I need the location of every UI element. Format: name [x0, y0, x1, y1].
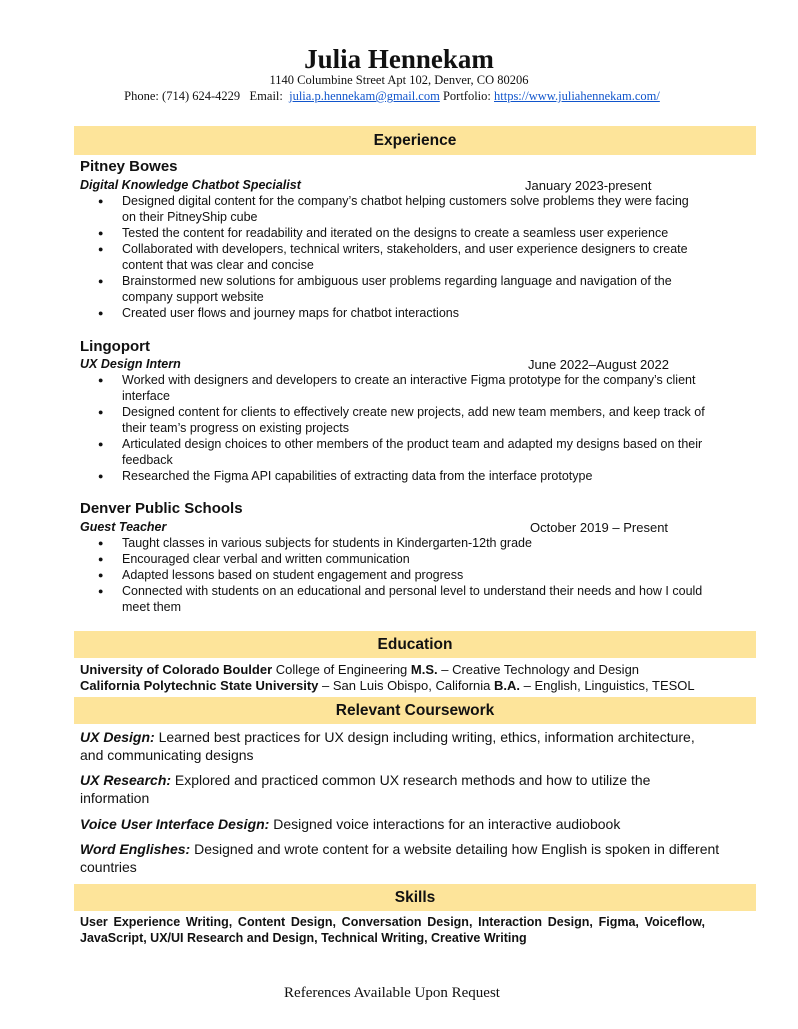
- education-entry: [80, 662, 639, 678]
- resume-name: Julia Hennekam: [304, 44, 494, 74]
- education-heading: Education: [74, 631, 756, 658]
- portfolio-link[interactable]: https://www.juliahennekam.com/: [494, 89, 660, 103]
- degree-field: – Creative Technology and Design: [437, 662, 640, 677]
- list-item: ● Taught classes in various subjects for students in Kindergarten-12th grade: [96, 535, 706, 551]
- list-item: ● Adapted lessons based on student engagement and progress: [96, 567, 706, 583]
- list-item: ● Connected with students on an educational and personal level to understand their needs and how I could meet them: [96, 583, 706, 615]
- dates-lingoport: June 2022–August 2022: [528, 357, 669, 372]
- role-pitney-bowes: Digital Knowledge Chatbot Specialist: [80, 178, 301, 192]
- degree-field: – English, Linguistics, TESOL: [520, 678, 695, 693]
- coursework-item: [80, 771, 720, 807]
- experience-heading: Experience: [74, 126, 756, 155]
- bullets-lingoport: [96, 372, 706, 484]
- phone-label: Phone:: [124, 89, 159, 103]
- course-title: Voice User Interface Design:: [80, 816, 270, 832]
- company-pitney-bowes: Pitney Bowes: [80, 158, 178, 175]
- school-detail: – San Luis Obispo, California: [318, 678, 495, 693]
- list-item: ● Worked with designers and developers to create an interactive Figma prototype for the company’s client interface: [96, 372, 706, 404]
- course-title: Word Englishes:: [80, 841, 191, 857]
- course-desc: Explored and practiced common UX research methods and how to utilize the information: [80, 772, 651, 806]
- course-title: UX Design:: [80, 729, 155, 745]
- bullets-pitney-bowes: [96, 193, 706, 321]
- dates-pitney-bowes: January 2023-present: [525, 178, 652, 193]
- company-lingoport: Lingoport: [80, 338, 150, 355]
- address: 1140 Columbine Street Apt 102, Denver, CO 80206: [269, 73, 529, 87]
- coursework-item: [80, 840, 720, 876]
- degree: B.A.: [494, 678, 521, 693]
- list-item: ● Designed digital content for the company’s chatbot helping customers solve problems they were facing on their PitneyShip cube: [96, 193, 706, 225]
- phone: (714) 624-4229: [162, 89, 241, 103]
- school-name: California Polytechnic State University: [80, 678, 319, 693]
- role-lingoport: UX Design Intern: [80, 357, 181, 371]
- coursework-item: [80, 815, 720, 833]
- list-item: ● Encouraged clear verbal and written communication: [96, 551, 706, 567]
- portfolio-label: Portfolio:: [442, 89, 491, 103]
- course-desc: Designed voice interactions for an interactive audiobook: [269, 816, 621, 832]
- contact-line: [0, 89, 784, 104]
- references-note: References Available Upon Request: [284, 985, 500, 1001]
- list-item: ● Designed content for clients to effectively create new projects, add new team members, and keep track of their team’s progress on existing projects: [96, 404, 706, 436]
- course-desc: Designed and wrote content for a website detailing how English is spoken in different countries: [80, 841, 720, 875]
- education-entry: [80, 678, 695, 694]
- course-desc: Learned best practices for UX design including writing, ethics, information architecture, and communicating designs: [80, 729, 695, 763]
- list-item: ● Collaborated with developers, technical writers, stakeholders, and user experience designers to create content that was clear and concise: [96, 241, 706, 273]
- email-label: Email:: [249, 89, 283, 103]
- list-item: ● Researched the Figma API capabilities of extracting data from the interface prototype: [96, 468, 706, 484]
- skills-heading: Skills: [74, 884, 756, 911]
- coursework-item: [80, 728, 720, 764]
- list-item: ● Brainstormed new solutions for ambiguous user problems regarding language and navigation of the company support website: [96, 273, 706, 305]
- course-title: UX Research:: [80, 772, 172, 788]
- coursework-heading: Relevant Coursework: [74, 697, 756, 724]
- bullets-denver-public-schools: [96, 535, 706, 615]
- list-item: ● Articulated design choices to other members of the product team and adapted my designs based on their feedback: [96, 436, 706, 468]
- school-name: University of Colorado Boulder: [80, 662, 273, 677]
- email-link[interactable]: julia.p.hennekam@gmail.com: [289, 89, 440, 103]
- list-item: ● Tested the content for readability and iterated on the designs to create a seamless user experience: [96, 225, 706, 241]
- degree: M.S.: [410, 662, 438, 677]
- company-denver-public-schools: Denver Public Schools: [80, 500, 243, 517]
- list-item: ● Created user flows and journey maps for chatbot interactions: [96, 305, 706, 321]
- skills-list: User Experience Writing, Content Design, Conversation Design, Interaction Design, Figma, Voiceflow, JavaScript, UX/UI Research and Design, Technical Writing, Creative Writing: [80, 915, 705, 945]
- school-detail: College of Engineering: [272, 662, 411, 677]
- dates-denver-public-schools: October 2019 – Present: [530, 520, 669, 535]
- role-denver-public-schools: Guest Teacher: [80, 520, 167, 534]
